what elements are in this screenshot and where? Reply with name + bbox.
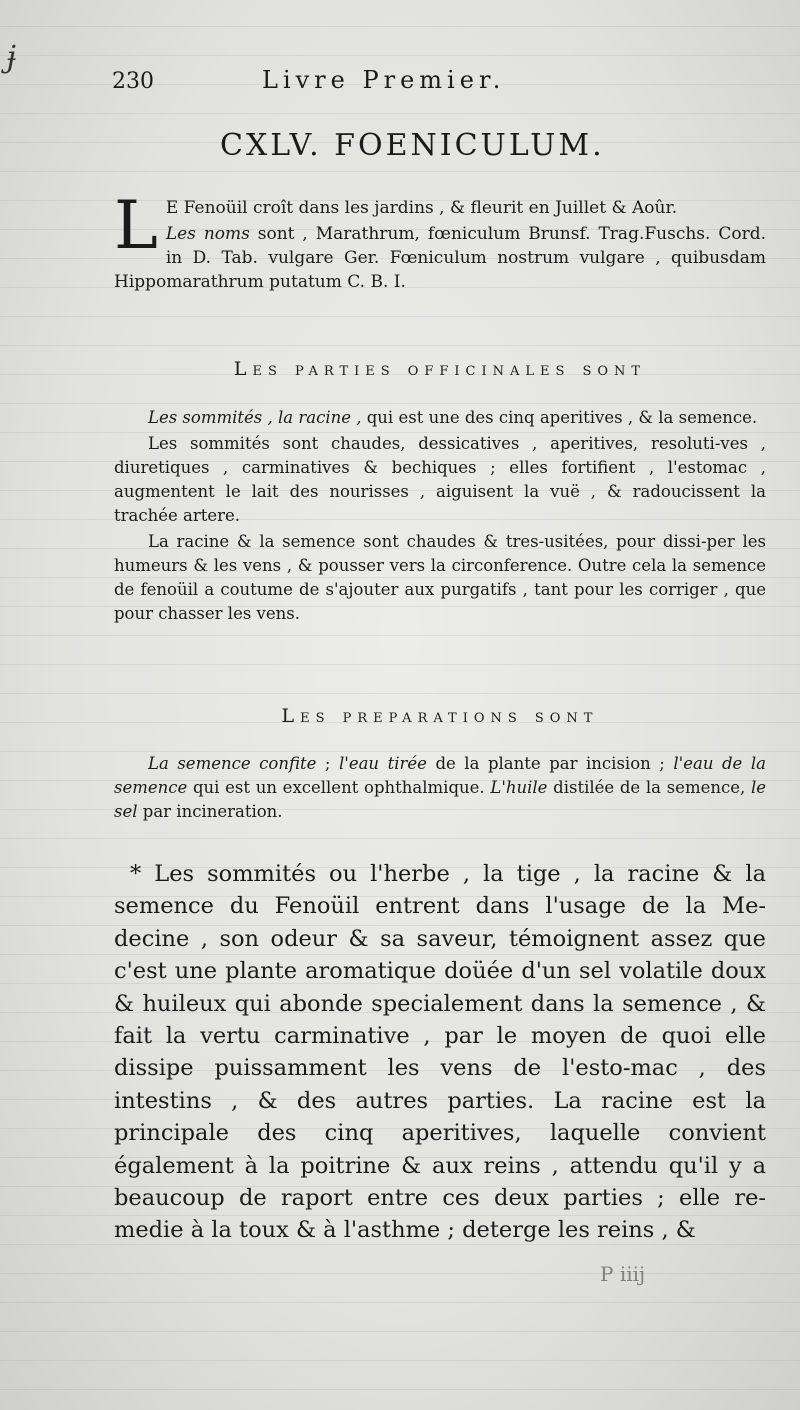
chapter-title: CXLV. FOENICULUM. bbox=[220, 128, 605, 163]
names-text: sont , Marathrum, fœniculum Brunsf. Trag.Fuschs. Cord. in D. Tab. vulgare Ger. Fœniculum nostrum vulgare , quibusdam Hippomarathrum putatum C. B. I. bbox=[114, 224, 766, 292]
root-seed-paragraph: La racine & la semence sont chaudes & tres-usitées, pour dissi-per les humeurs & les vens , & pousser vers la circonference. Outre cela la semence de fenoüil a coutume de s'ajouter aux purgatifs , tant pour les corriger , que pour chasser les vens. bbox=[114, 532, 766, 623]
prep-text-2: de la plante par incision ; bbox=[426, 754, 674, 773]
prep-item-3: l'eau de la semence bbox=[114, 754, 766, 797]
catchword-bleed: P iiij bbox=[600, 1262, 646, 1286]
names-paragraph bbox=[114, 222, 766, 294]
running-head: Livre Premier. bbox=[262, 66, 506, 94]
page-header bbox=[112, 66, 762, 94]
prep-text-5: par incineration. bbox=[137, 802, 283, 821]
prep-item-1: La semence confite bbox=[148, 754, 317, 773]
annotation-paragraph: * Les sommités ou l'herbe , la tige , la racine & la semence du Fenoüil entrent dans l'usage de la Me-decine , son odeur & sa saveur, témoignent assez que c'est une plante aromatique doüée d'un sel volatile doux & huileux qui abonde specialement dans la semence , & fait la vertu carminative , par le moyen de quoi elle dissipe puissamment les vens de l'esto-mac , des intestins , & des autres parties. La racine est la principale des cinq aperitives, laquelle convient également à la poitrine & aux reins , attendu qu'il y a beaucoup de raport entre ces deux parties ; elle re-medie à la toux & à l'asthme ; deterge les reins , & bbox=[114, 861, 766, 1244]
parts-paragraph bbox=[114, 406, 766, 430]
names-label: Les noms bbox=[165, 224, 250, 244]
annotation-block bbox=[114, 858, 766, 1247]
section-heading-officinal-parts: Les parties officinales sont bbox=[233, 358, 647, 380]
prep-text-4: distilée de la semence, bbox=[547, 778, 751, 797]
prep-text-3: qui est un excellent ophthalmique. bbox=[187, 778, 491, 797]
drop-cap: L bbox=[114, 187, 158, 264]
margin-pencil-mark: ɉ bbox=[6, 40, 16, 75]
officinal-parts-block bbox=[114, 406, 766, 628]
summits-paragraph: Les sommités sont chaudes, dessicatives , aperitives, resoluti-ves , diuretiques , carminatives & bechiques ; elles fortifient , l'estomac , augmentent le lait des nourisses , aiguisent la vuë , & radoucissent la trachée artere. bbox=[114, 434, 766, 525]
preparations-paragraph bbox=[114, 752, 766, 824]
page-number: 230 bbox=[112, 69, 154, 94]
parts-text: qui est une des cinq aperitives , & la semence. bbox=[361, 408, 758, 427]
intro-block bbox=[114, 187, 766, 294]
section-heading-preparations: Les preparations sont bbox=[281, 705, 599, 727]
preparations-block bbox=[114, 752, 766, 824]
prep-sep-1: ; bbox=[316, 754, 339, 773]
prep-item-4: L'huile bbox=[490, 778, 548, 797]
prep-item-2: l'eau tirée bbox=[339, 754, 427, 773]
parts-label: Les sommités , la racine , bbox=[148, 408, 362, 427]
prep-item-5: le sel bbox=[114, 778, 766, 821]
intro-text: E Fenoüil croît dans les jardins , & fleurit en Juillet & Aoûr. bbox=[165, 198, 678, 218]
